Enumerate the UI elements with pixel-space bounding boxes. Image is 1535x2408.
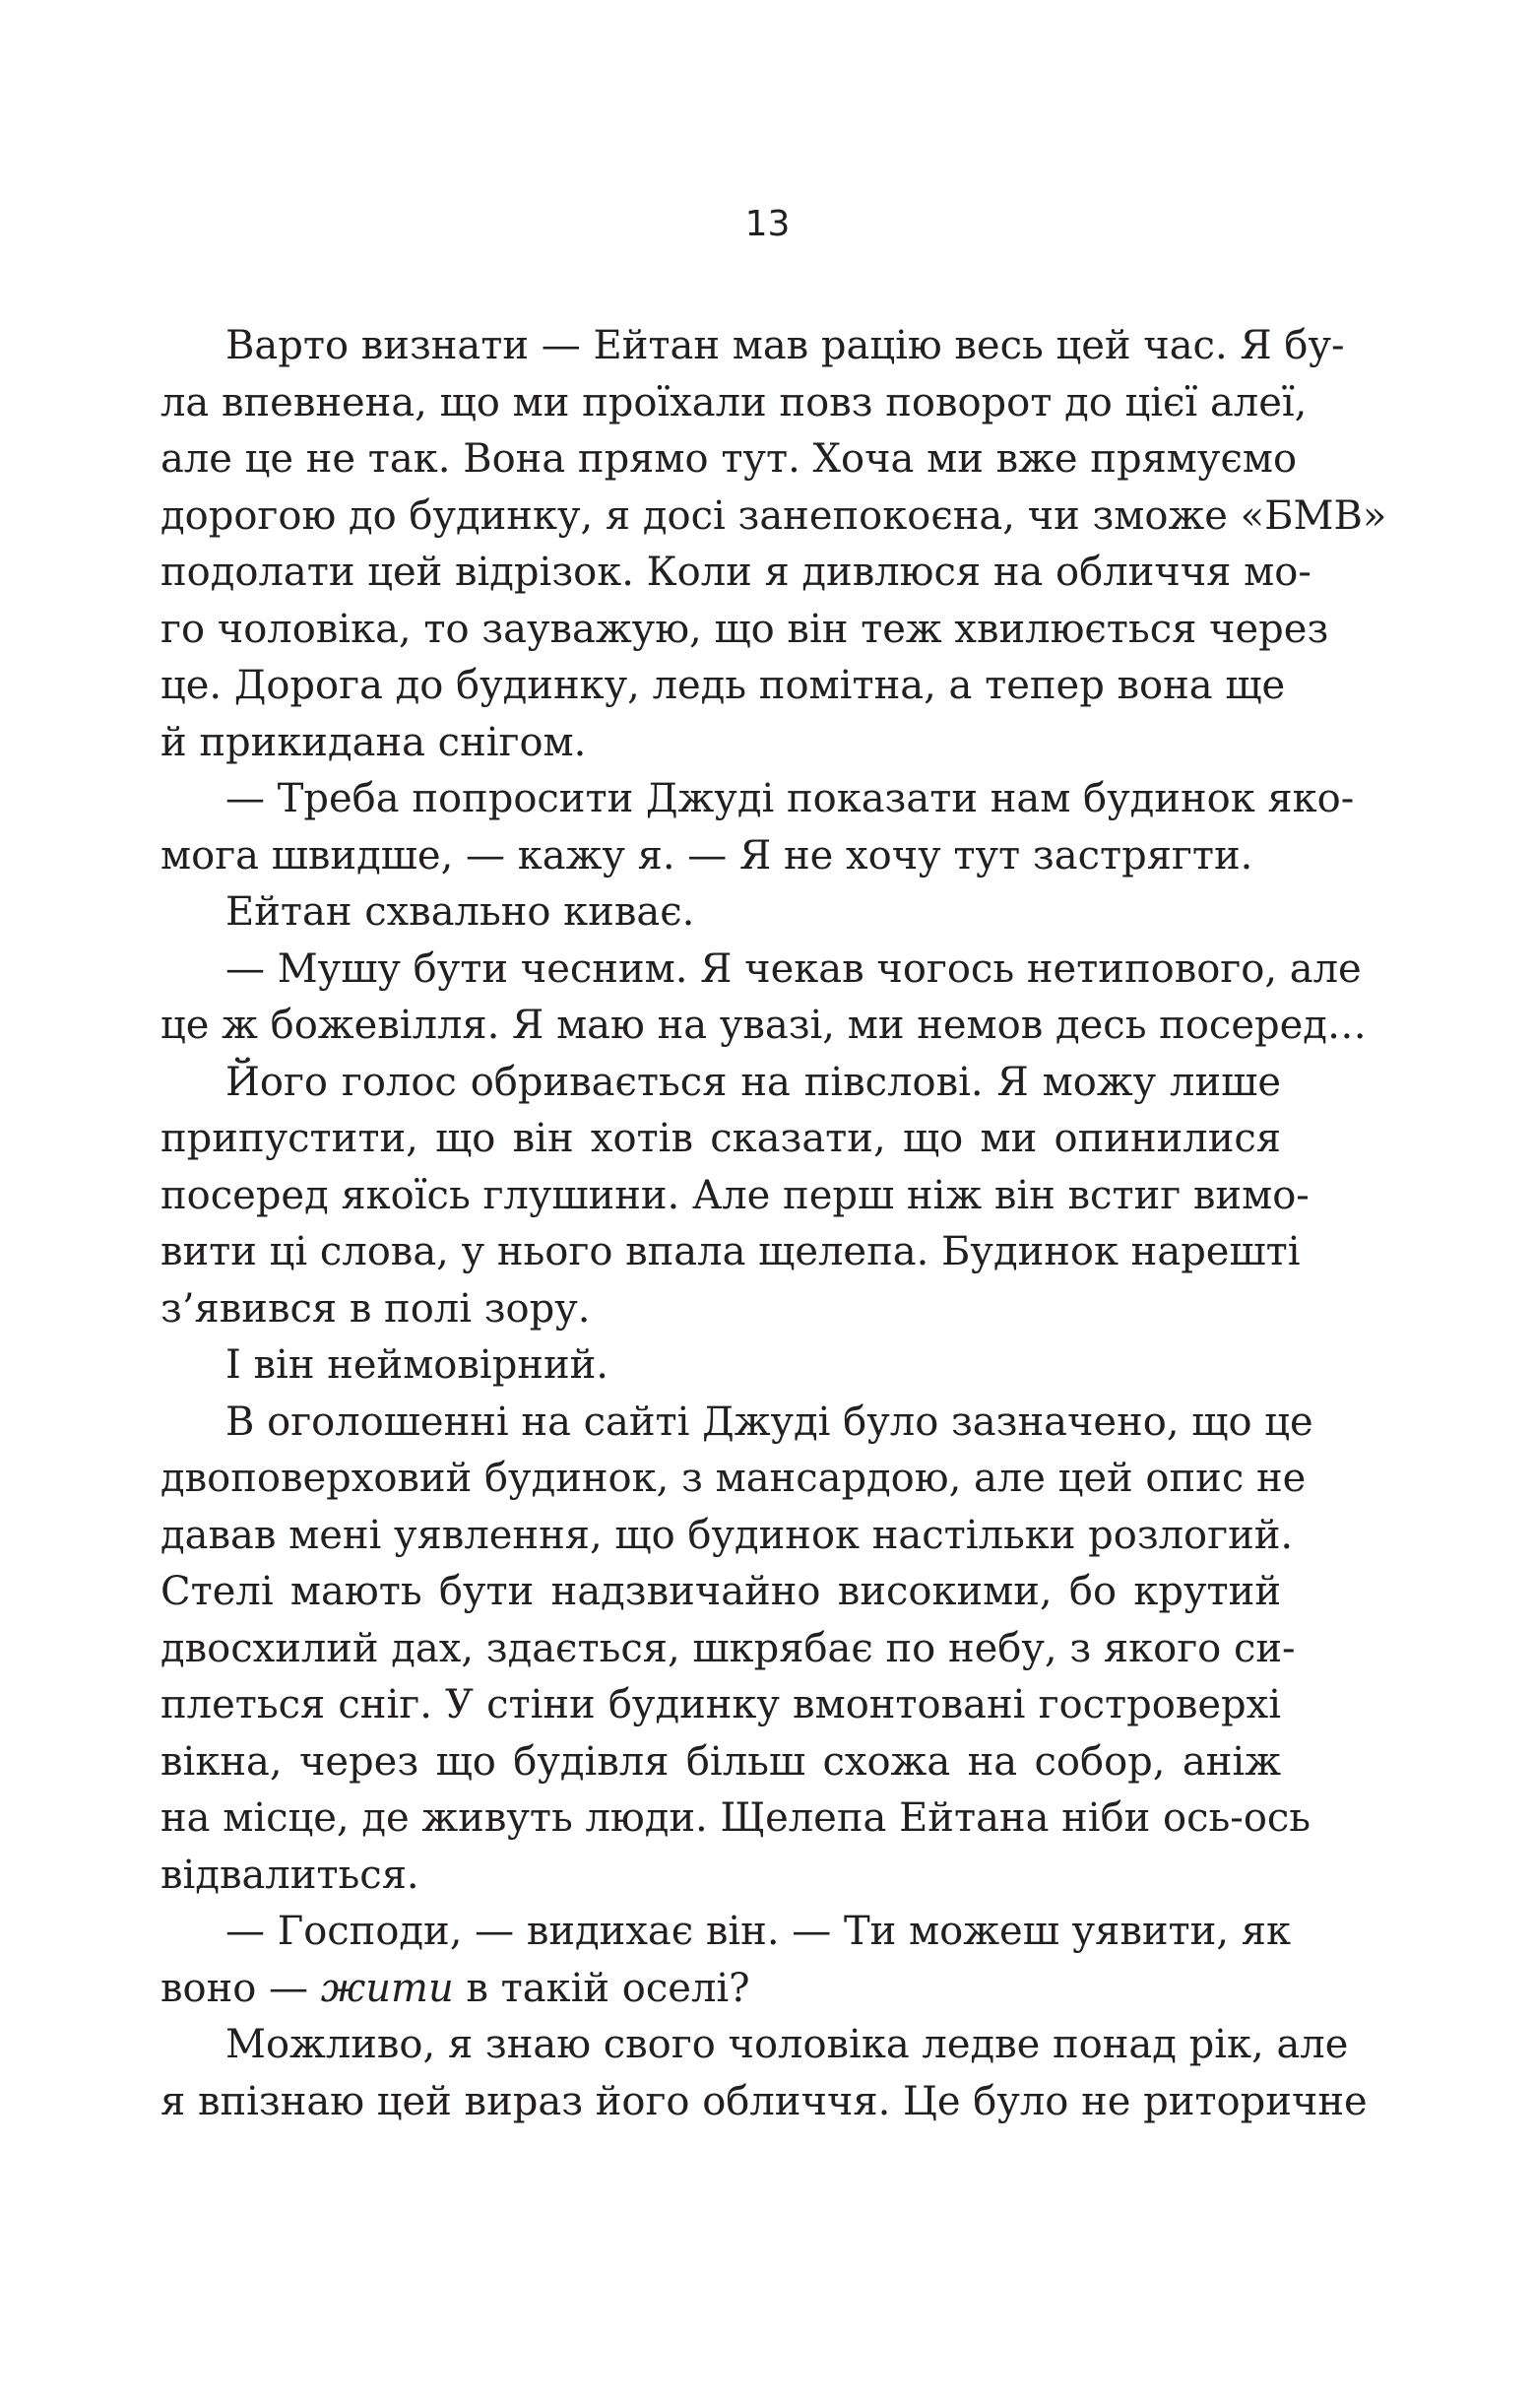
text-line: го чоловіка, то зауважую, що він теж хвилюється через [160, 606, 1329, 652]
text-line: двоповерховий будинок, з мансардою, але цей опис не [160, 1456, 1307, 1501]
text-line: вікна, через що будівля більш схожа на собор, аніж [160, 1738, 1281, 1785]
text-line: я впізнаю цей вираз його обличчя. Це було не риторичне [160, 2078, 1368, 2124]
text-line: відвалиться. [160, 1852, 419, 1898]
text-line: посеред якоїсь глушини. Але перш ніж він встиг вимо- [160, 1172, 1310, 1218]
text-line: — Господи, — видихає він. — Ти можеш уявити, як [225, 1909, 1291, 1954]
text-line [160, 1960, 1281, 2017]
text-line: Можливо, я знаю свого чоловіка ледве понад рік, але [225, 2022, 1349, 2067]
text-line: плеться сніг. У стіни будинку вмонтовані гостроверхі [160, 1682, 1281, 1727]
text-line: але це не так. Вона прямо тут. Хоча ми вже прямуємо [160, 436, 1298, 482]
text-line: Варто визнати — Ейтан мав рацію весь цей час. Я бу- [225, 323, 1345, 368]
text-line: припустити, що він хотів сказати, що ми опинилися [160, 1116, 1281, 1161]
text-line: це ж божевілля. Я маю на увазі, ми немов десь посеред… [160, 1003, 1367, 1048]
line-text: в такій оселі? [453, 1965, 750, 2011]
text-line: Його голос обривається на півслові. Я можу лише [225, 1059, 1281, 1105]
text-line: давав мені уявлення, що будинок настільки розлогий. [160, 1512, 1294, 1558]
text-line: подолати цей відрізок. Коли я дивлюся на обличчя мо- [160, 550, 1311, 595]
text-line: — Мушу бути чесним. Я чекав чогось нетипового, але [225, 945, 1362, 992]
text-line: Стелі мають бути надзвичайно високими, бо крутий [160, 1569, 1281, 1614]
text-line: І він неймовірний. [225, 1342, 609, 1388]
text-line: двосхилий дах, здається, шкрябає по небу, з якого си- [160, 1625, 1296, 1671]
text-line: — Треба попросити Джуді показати нам будинок яко- [225, 776, 1355, 821]
line-text: воно — [160, 1965, 321, 2011]
text-line: з’явився в полі зору. [160, 1285, 591, 1332]
page-number: 13 [744, 204, 791, 244]
text-line: це. Дорога до будинку, ледь помітна, а тепер вона ще [160, 663, 1286, 708]
text-line: на місце, де живуть люди. Щелепа Ейтана ніби ось-ось [160, 1795, 1311, 1841]
text-line: ла впевнена, що ми проїхали повз поворот до цієї алеї, [160, 379, 1308, 425]
text-line: дорогою до будинку, я досі занепокоєна, чи зможе «БМВ» [160, 492, 1387, 539]
text-line: вити ці слова, у нього впала щелепа. Будинок нарешті [160, 1229, 1301, 1274]
text-line: й прикидана снігом. [160, 719, 587, 765]
emphasized-word: жити [320, 1965, 454, 2011]
text-line: В оголошенні на сайті Джуді було зазначено, що це [225, 1399, 1313, 1445]
text-line: Ейтан схвально киває. [225, 889, 695, 935]
text-line: мога швидше, — кажу я. — Я не хочу тут застрягти. [160, 832, 1253, 879]
